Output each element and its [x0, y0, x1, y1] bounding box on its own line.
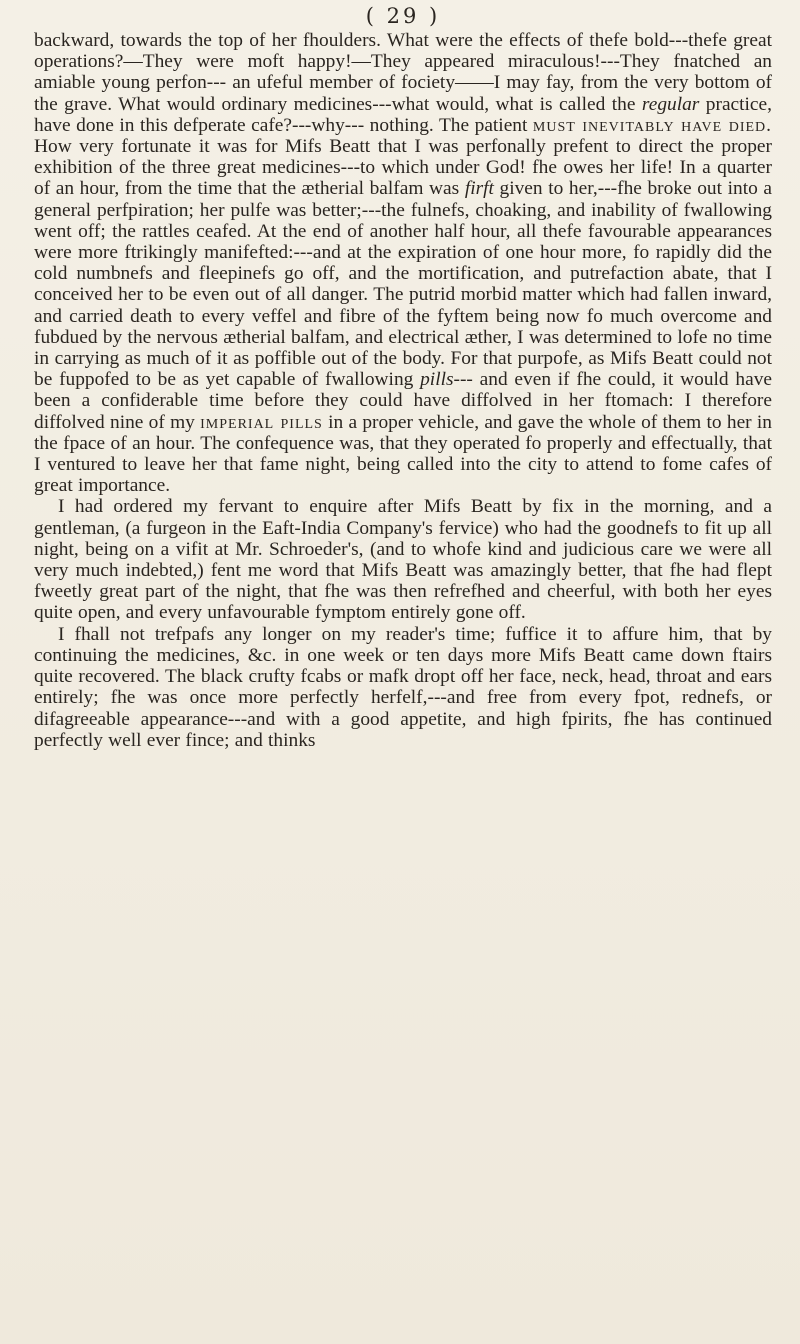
text-run: How very fortunate it was for Mifs Beatt that I was perfonally prefent to direct the proper exhibition of the three great medicines---to which under God! fhe owes her life! In a quarter of an hour, from the time that the ætherial balfam was [34, 136, 772, 200]
paragraph [34, 624, 772, 751]
text-run: I fhall not trefpafs any longer on my reader's time; fuffice it to affure him, that by continuing the medicines, &c. in one week or ten days more Mifs Beatt came down ftairs quite recovered. The black crufty fcabs or mafk dropt off her face, neck, head, throat and ears entirely; fhe was once more perfectly herfelf,---and free from every fpot, rednefs, or difagreeable appearance---and with a good appetite, and high fpirits, fhe has continued perfectly well ever fince; and thinks [34, 623, 772, 751]
body-text [34, 30, 772, 751]
text-run: --- and even if fhe could, it would have been a confiderable time before they could have diffolved in her ftomach: I therefore diffolved nine of my [34, 369, 773, 433]
text-run: given to her,---fhe broke out into a general perfpiration; her pulfe was better;---the fulnefs, choaking, and inability of fwallowing went off; the rattles ceafed. At the end of another half hour, all thefe favourable appearances were more ftrikingly manifefted:---and at the expiration of one hour more, fo rapidly did the cold numbnefs and fleepinefs go off, and the mortification, and putrefaction abate, that I conceived her to be even out of all danger. The putrid morbid matter which had fallen inward, and carried death to every veffel and fibre of the fyftem being now fo much overcome and fubdued by the nervous ætherial balfam, and electrical æther, I was determined to lofe no time in carrying as much of it as poffible out of the body. For that purpofe, as Mifs Beatt could not be fuppofed to be as yet capable of fwallowing [34, 178, 772, 391]
italic-text: regular [641, 93, 700, 115]
text-run: in a proper vehicle, and gave the whole of them to her in the fpace of an hour. The confequence was, that they operated fo properly and effectually, that I ventured to leave her that fame night, being called into the city to attend to fome cafes of great importance. [34, 411, 772, 497]
small-caps-text: imperial pills [200, 411, 323, 433]
small-caps-text: must inevitably have died. [532, 114, 772, 136]
text-run: backward, towards the top of her fhoulders. What were the effects of thefe bold---thefe great operations?—They were moft happy!—They appeared miraculous!---They fnatched an amiable young perfon--- an ufeful member of fociety——I may fay, from the very bottom of the grave. What would ordinary medicines---what would, what is called the [34, 30, 772, 115]
italic-text: pills [420, 369, 454, 391]
page-number: ( 29 ) [365, 4, 441, 28]
italic-text: firft [464, 178, 494, 200]
paragraph [34, 496, 772, 623]
paragraph [34, 30, 772, 496]
text-run: I had ordered my fervant to enquire after Mifs Beatt by fix in the morning, and a gentleman, (a furgeon in the Eaft-India Company's fervice) who had the goodnefs to fit up all night, being on a vifit at Mr. Schroeder's, (and to whofe kind and judicious care we were all very much indebted,) fent me word that Mifs Beatt was amazingly better, that fhe had flept fweetly great part of the night, that fhe was then refrefhed and cheerful, with both her eyes quite open, and every unfavourable fymptom entirely gone off. [34, 496, 772, 624]
text-run: practice, have done in this defperate cafe?---why--- nothing. The patient [34, 93, 772, 136]
